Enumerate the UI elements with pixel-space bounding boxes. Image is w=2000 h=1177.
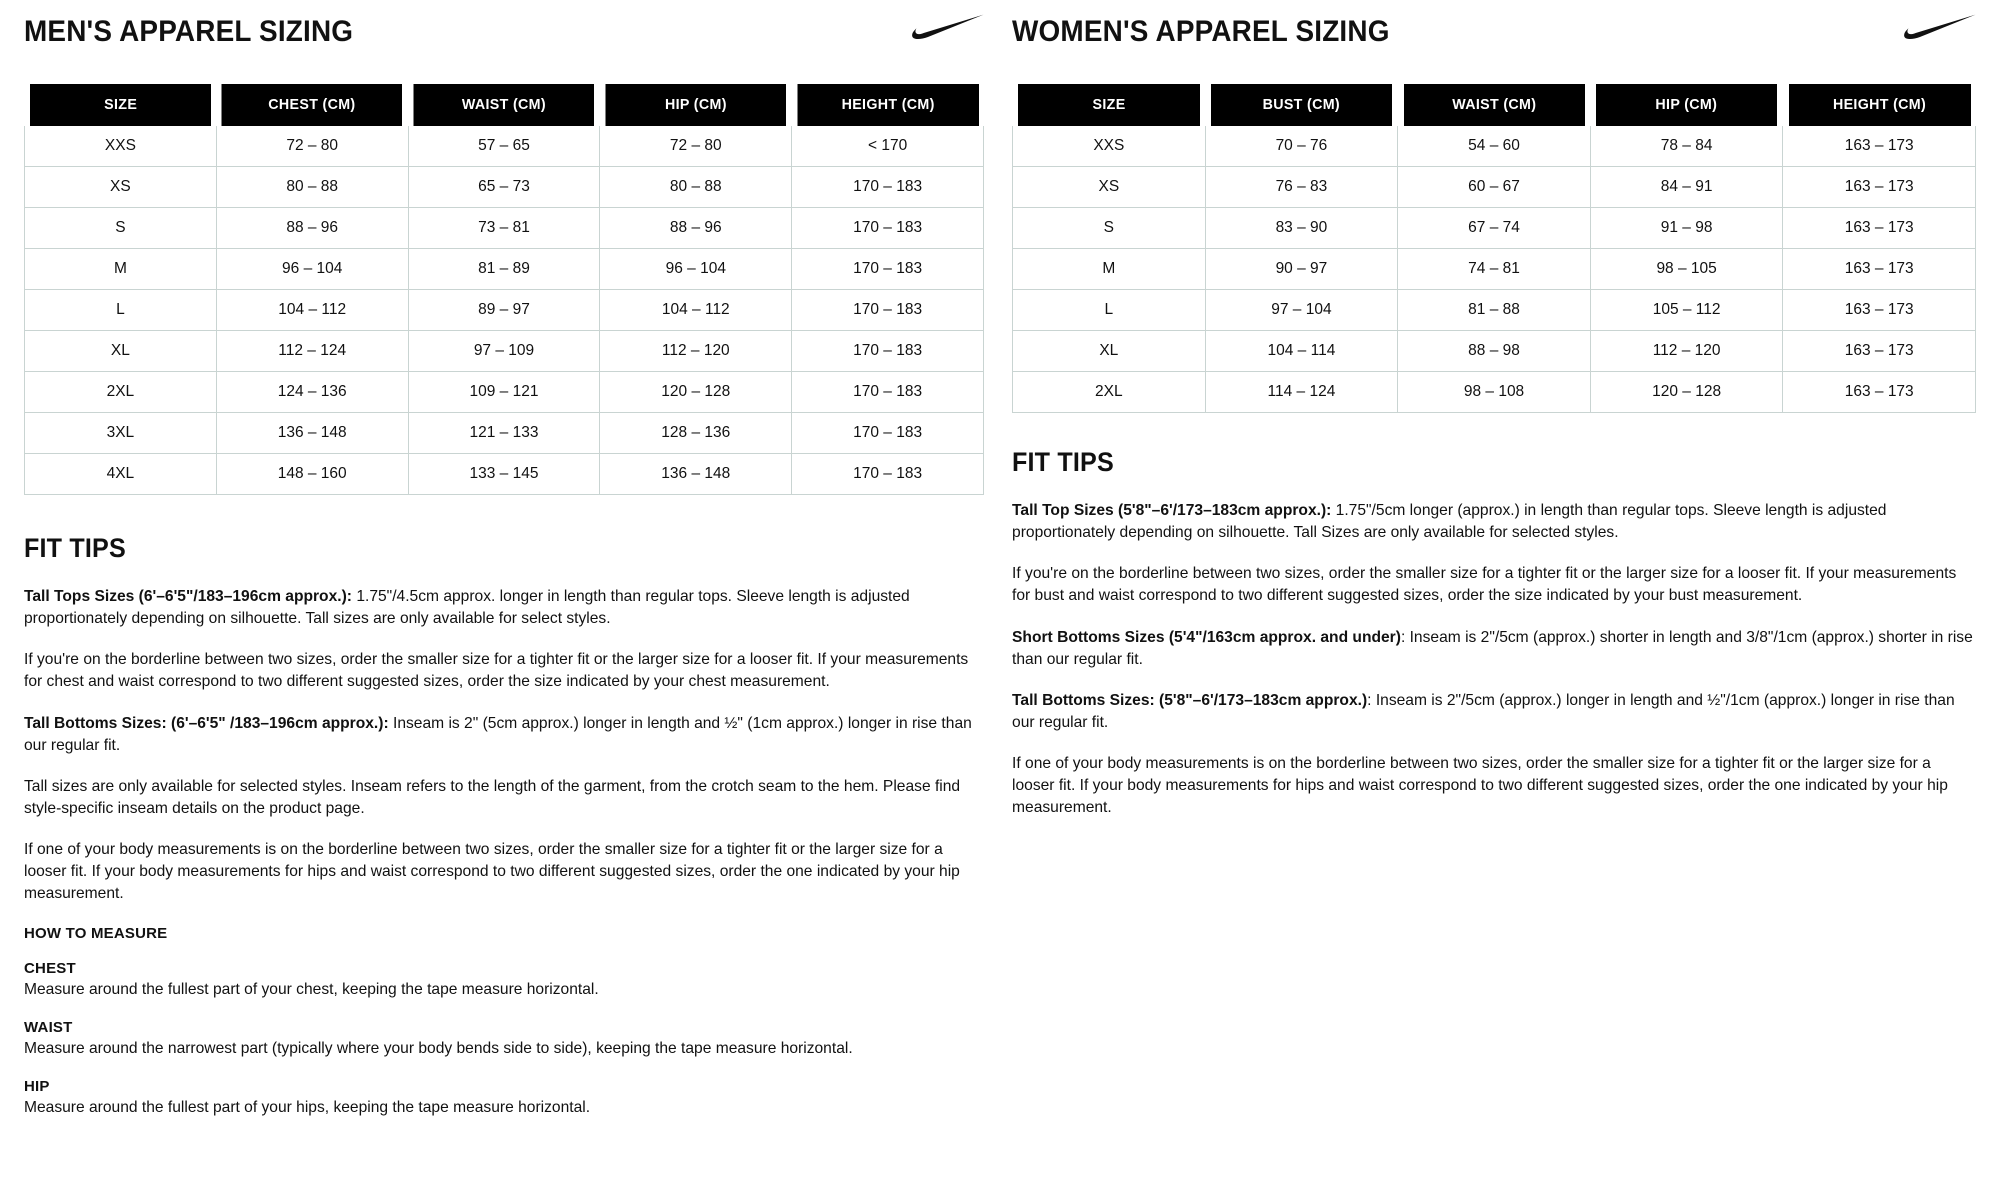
- measure-label-hip: HIP: [24, 1077, 50, 1095]
- cell-height: 170 – 183: [792, 167, 984, 208]
- cell-height: 163 – 173: [1783, 167, 1976, 208]
- cell-waist: 109 – 121: [408, 372, 600, 413]
- womens-fit-tip-hip-note: If one of your body measurements is on the borderline between two sizes, order the smaller size for a tighter fit or the larger size for a looser fit. If your body measurements for hips and waist correspond to two different suggested sizes, order the one indicated by your hip measurement.: [1012, 755, 1948, 817]
- cell-waist: 133 – 145: [408, 454, 600, 495]
- cell-hip: 128 – 136: [600, 413, 792, 454]
- cell-hip: 96 – 104: [600, 249, 792, 290]
- cell-height: 170 – 183: [792, 249, 984, 290]
- womens-fit-tip-tall-tops-body: 1.75"/5cm longer (approx.) in length than regular tops. Sleeve length is adjusted proportionately depending on silhouette. Tall Sizes are only available for selected styles.: [1012, 502, 1887, 542]
- column-header-chest: CHEST (CM): [221, 84, 403, 126]
- table-row: [1013, 372, 1976, 413]
- mens-section: [24, 16, 1012, 1177]
- column-header-height: HEIGHT (CM): [796, 84, 978, 126]
- cell-bust: 70 – 76: [1205, 126, 1398, 167]
- womens-header: [1012, 16, 1976, 70]
- cell-hip: 112 – 120: [600, 331, 792, 372]
- cell-waist: 54 – 60: [1398, 126, 1591, 167]
- cell-hip: 84 – 91: [1590, 167, 1783, 208]
- cell-waist: 81 – 89: [408, 249, 600, 290]
- cell-size: L: [1013, 290, 1206, 331]
- nike-swoosh-icon: [912, 12, 984, 46]
- cell-hip: 136 – 148: [600, 454, 792, 495]
- column-header-height: HEIGHT (CM): [1788, 84, 1971, 126]
- table-row: [25, 331, 984, 372]
- cell-hip: 98 – 105: [1590, 249, 1783, 290]
- cell-height: 163 – 173: [1783, 331, 1976, 372]
- cell-waist: 121 – 133: [408, 413, 600, 454]
- cell-chest: 112 – 124: [216, 331, 408, 372]
- cell-hip: 112 – 120: [1590, 331, 1783, 372]
- cell-hip: 105 – 112: [1590, 290, 1783, 331]
- mens-fit-tip-tall-tops-lead: Tall Tops Sizes (6'–6'5"/183–196cm approx.):: [24, 588, 352, 605]
- womens-fit-tip-short-bottoms-body: : Inseam is 2"/5cm (approx.) shorter in length and 3/8"/1cm (approx.) shorter in rise than our regular fit.: [1012, 628, 1973, 668]
- cell-chest: 124 – 136: [216, 372, 408, 413]
- cell-height: 163 – 173: [1783, 208, 1976, 249]
- cell-hip: 120 – 128: [600, 372, 792, 413]
- column-header-waist: WAIST (CM): [1403, 84, 1586, 126]
- table-row: [25, 126, 984, 167]
- cell-size: XS: [25, 167, 217, 208]
- womens-section: [1012, 16, 1976, 1177]
- cell-bust: 76 – 83: [1205, 167, 1398, 208]
- measure-label-waist: WAIST: [24, 1018, 73, 1036]
- womens-fit-tip-tall-bottoms-body: : Inseam is 2"/5cm (approx.) longer in length and ½"/1cm (approx.) longer in rise than our regular fit.: [1012, 691, 1955, 731]
- womens-fit-tip-borderline: If you're on the borderline between two sizes, order the smaller size for a tighter fit or the larger size for a looser fit. If your measurements for bust and waist correspond to two different suggested sizes, order the size indicated by your bust measurement.: [1012, 565, 1957, 605]
- table-row: [1013, 208, 1976, 249]
- measure-group-hip: [24, 1078, 984, 1119]
- cell-size: XS: [1013, 167, 1206, 208]
- cell-bust: 114 – 124: [1205, 372, 1398, 413]
- cell-size: S: [25, 208, 217, 249]
- cell-hip: 88 – 96: [600, 208, 792, 249]
- cell-chest: 136 – 148: [216, 413, 408, 454]
- table-row: [25, 454, 984, 495]
- cell-size: XXS: [25, 126, 217, 167]
- table-row: [1013, 331, 1976, 372]
- cell-waist: 67 – 74: [1398, 208, 1591, 249]
- cell-height: 163 – 173: [1783, 126, 1976, 167]
- womens-fit-tip-short-bottoms-lead: Short Bottoms Sizes (5'4"/163cm approx. and under): [1012, 628, 1401, 646]
- mens-fit-tips-heading: FIT TIPS: [24, 533, 126, 563]
- cell-hip: 78 – 84: [1590, 126, 1783, 167]
- cell-bust: 97 – 104: [1205, 290, 1398, 331]
- mens-page-title: MEN'S APPAREL SIZING: [24, 15, 354, 48]
- cell-chest: 88 – 96: [216, 208, 408, 249]
- table-row: [25, 290, 984, 331]
- cell-height: 163 – 173: [1783, 290, 1976, 331]
- cell-chest: 148 – 160: [216, 454, 408, 495]
- cell-waist: 88 – 98: [1398, 331, 1591, 372]
- measure-text-hip: Measure around the fullest part of your hips, keeping the tape measure horizontal.: [24, 1098, 591, 1116]
- cell-size: M: [25, 249, 217, 290]
- cell-height: 163 – 173: [1783, 372, 1976, 413]
- mens-header: [24, 16, 984, 70]
- cell-size: M: [1013, 249, 1206, 290]
- table-row: [1013, 126, 1976, 167]
- measure-text-waist: Measure around the narrowest part (typically where your body bends side to side), keeping the tape measure horizontal.: [24, 1039, 853, 1057]
- cell-hip: 91 – 98: [1590, 208, 1783, 249]
- cell-size: L: [25, 290, 217, 331]
- measure-text-chest: Measure around the fullest part of your chest, keeping the tape measure horizontal.: [24, 980, 599, 998]
- column-header-hip: HIP (CM): [1595, 84, 1778, 126]
- cell-size: 2XL: [1013, 372, 1206, 413]
- womens-page-title: WOMEN'S APPAREL SIZING: [1012, 15, 1390, 48]
- column-header-bust: BUST (CM): [1210, 84, 1393, 126]
- cell-bust: 104 – 114: [1205, 331, 1398, 372]
- measure-group-waist: [24, 1019, 984, 1060]
- column-header-size: SIZE: [29, 84, 211, 126]
- cell-bust: 90 – 97: [1205, 249, 1398, 290]
- cell-chest: 80 – 88: [216, 167, 408, 208]
- cell-size: XL: [1013, 331, 1206, 372]
- cell-waist: 73 – 81: [408, 208, 600, 249]
- table-header-row: [25, 84, 984, 126]
- cell-hip: 120 – 128: [1590, 372, 1783, 413]
- measure-label-chest: CHEST: [24, 959, 76, 977]
- cell-height: 170 – 183: [792, 208, 984, 249]
- mens-fit-tip-borderline: If you're on the borderline between two sizes, order the smaller size for a tighter fit or the larger size for a looser fit. If your measurements for chest and waist correspond to two different suggested sizes, order the size indicated by your chest measurement.: [24, 651, 969, 691]
- cell-hip: 104 – 112: [600, 290, 792, 331]
- table-row: [1013, 167, 1976, 208]
- cell-chest: 104 – 112: [216, 290, 408, 331]
- cell-waist: 81 – 88: [1398, 290, 1591, 331]
- womens-fit-tip-tall-bottoms-lead: Tall Bottoms Sizes: (5'8"–6'/173–183cm approx.): [1012, 691, 1368, 709]
- table-header-row: [1013, 84, 1976, 126]
- cell-size: 3XL: [25, 413, 217, 454]
- column-header-hip: HIP (CM): [605, 84, 787, 126]
- cell-bust: 83 – 90: [1205, 208, 1398, 249]
- cell-size: XL: [25, 331, 217, 372]
- mens-fit-tip-tall-tops: [24, 586, 984, 630]
- mens-fit-tip-tall-bottoms-lead: Tall Bottoms Sizes: (6'–6'5" /183–196cm approx.):: [24, 714, 389, 732]
- table-row: [1013, 249, 1976, 290]
- cell-height: 170 – 183: [792, 454, 984, 495]
- measure-group-chest: [24, 960, 984, 1001]
- cell-size: S: [1013, 208, 1206, 249]
- cell-size: 2XL: [25, 372, 217, 413]
- mens-fit-tip-hip-note: If one of your body measurements is on the borderline between two sizes, order the smaller size for a tighter fit or the larger size for a looser fit. If your body measurements for hips and waist correspond to two different suggested sizes, order the one indicated by your hip measurement.: [24, 841, 960, 903]
- cell-height: 170 – 183: [792, 331, 984, 372]
- cell-chest: 72 – 80: [216, 126, 408, 167]
- cell-chest: 96 – 104: [216, 249, 408, 290]
- cell-waist: 65 – 73: [408, 167, 600, 208]
- cell-hip: 80 – 88: [600, 167, 792, 208]
- cell-waist: 57 – 65: [408, 126, 600, 167]
- table-row: [25, 372, 984, 413]
- table-row: [25, 249, 984, 290]
- cell-height: < 170: [792, 126, 984, 167]
- mens-fit-tip-tall-tops-body: 1.75"/4.5cm approx. longer in length than regular tops. Sleeve length is adjusted proportionately depending on silhouette. Tall sizes are only available for select styles.: [24, 588, 910, 628]
- cell-waist: 60 – 67: [1398, 167, 1591, 208]
- cell-height: 163 – 173: [1783, 249, 1976, 290]
- mens-fit-tip-inseam-note: Tall sizes are only available for selected styles. Inseam refers to the length of the garment, from the crotch seam to the hem. Please find style-specific inseam details on the product page.: [24, 777, 961, 817]
- womens-size-table: [1012, 84, 1976, 413]
- table-row: [1013, 290, 1976, 331]
- mens-size-table: [24, 84, 984, 495]
- cell-height: 170 – 183: [792, 372, 984, 413]
- table-row: [25, 208, 984, 249]
- cell-hip: 72 – 80: [600, 126, 792, 167]
- cell-waist: 98 – 108: [1398, 372, 1591, 413]
- column-header-waist: WAIST (CM): [413, 84, 595, 126]
- table-row: [25, 413, 984, 454]
- mens-fit-tip-tall-bottoms: [24, 713, 984, 757]
- cell-waist: 74 – 81: [1398, 249, 1591, 290]
- nike-swoosh-icon: [1904, 12, 1976, 46]
- womens-fit-tip-tall-bottoms: [1012, 690, 1976, 734]
- cell-size: XXS: [1013, 126, 1206, 167]
- table-row: [25, 167, 984, 208]
- cell-waist: 97 – 109: [408, 331, 600, 372]
- womens-fit-tip-tall-tops: [1012, 500, 1976, 544]
- womens-fit-tips-heading: FIT TIPS: [1012, 447, 1114, 477]
- cell-height: 170 – 183: [792, 413, 984, 454]
- column-header-size: SIZE: [1017, 84, 1200, 126]
- mens-fit-tip-tall-bottoms-body: Inseam is 2" (5cm approx.) longer in length and ½" (1cm approx.) longer in rise than our regular fit.: [24, 714, 972, 754]
- cell-size: 4XL: [25, 454, 217, 495]
- mens-how-to-measure-heading: HOW TO MEASURE: [24, 924, 168, 942]
- womens-fit-tip-tall-tops-lead: Tall Top Sizes (5'8"–6'/173–183cm approx.):: [1012, 502, 1332, 519]
- womens-fit-tip-short-bottoms: [1012, 627, 1976, 671]
- cell-height: 170 – 183: [792, 290, 984, 331]
- cell-waist: 89 – 97: [408, 290, 600, 331]
